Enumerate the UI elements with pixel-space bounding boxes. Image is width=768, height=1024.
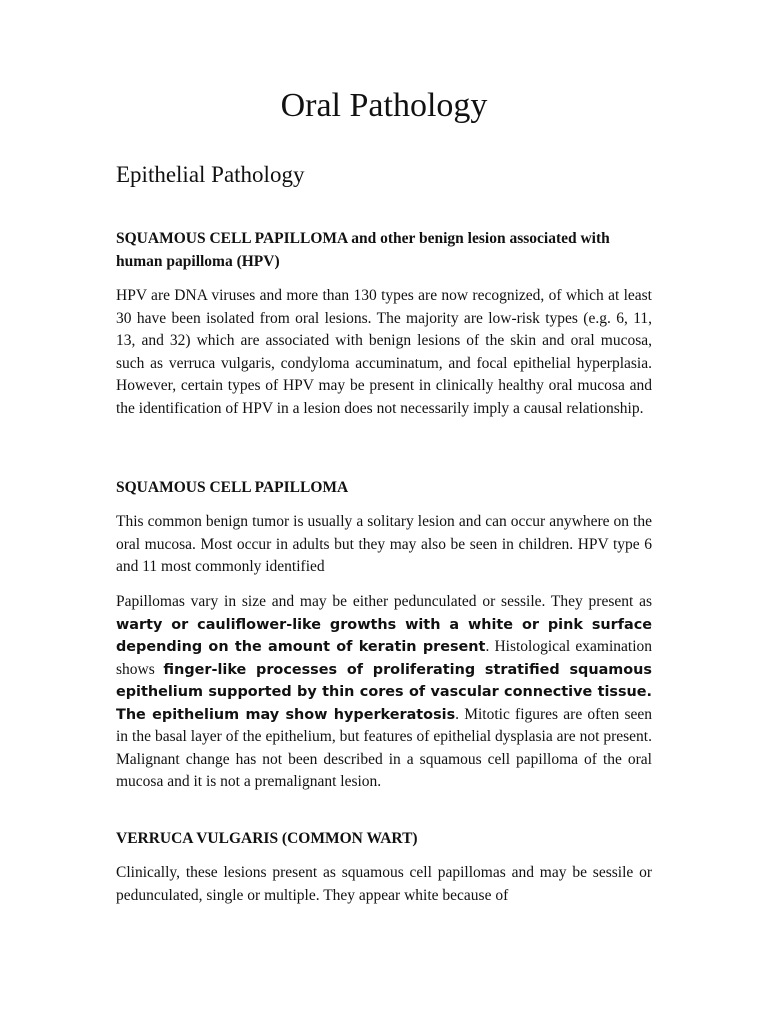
paragraph-verruca-vulgaris: Clinically, these lesions present as squamous cell papillomas and may be sessile or pedunculated, single or multiple. They appear white because of: [116, 864, 652, 904]
section-heading-verruca-vulgaris: VERRUCA VULGARIS (COMMON WART): [116, 830, 418, 847]
text-run: . Mitotic figures are often seen in the basal layer of the epithelium, but features of epithelial dysplasia are not present. Malignant change has not been described in a squamous cell papilloma of the oral mucosa and it is not a premalignant lesion.: [116, 705, 652, 790]
paragraph-papilloma-intro: This common benign tumor is usually a solitary lesion and can occur anywhere on the oral mucosa. Most occur in adults but they may also be seen in children. HPV type 6 and 11 most commonly identified: [116, 513, 652, 575]
document-subtitle: Epithelial Pathology: [116, 162, 305, 187]
document-title: Oral Pathology: [280, 87, 488, 124]
section-heading-hpv: SQUAMOUS CELL PAPILLOMA and other benign lesion associated with human papilloma (HPV): [116, 230, 610, 270]
emphasis-text: finger-like processes of proliferating stratified squamous epithelium supported by thin cores of vascular connective tissue. The epithelium may show hyperkeratosis: [116, 661, 652, 723]
text-run: . Histological examination shows: [116, 638, 653, 678]
emphasis-text: warty or cauliflower-like growths with a white or pink surface depending on the amount of keratin present: [116, 616, 652, 655]
paragraph-papilloma-description: [116, 591, 652, 794]
text-run: Papillomas vary in size and may be either pedunculated or sessile. They present as: [116, 593, 652, 610]
paragraph-hpv: HPV are DNA viruses and more than 130 types are now recognized, of which at least 30 have been isolated from oral lesions. The majority are low-risk types (e.g. 6, 11, 13, and 32) which are associated with benign lesions of the skin and oral mucosa, such as verruca vulgaris, condyloma accuminatum, and focal epithelial hyperplasia. However, certain types of HPV may be present in clinically healthy oral mucosa and the identification of HPV in a lesion does not necessarily imply a causal relationship.: [116, 287, 652, 417]
section-heading-squamous-cell-papilloma: SQUAMOUS CELL PAPILLOMA: [116, 479, 349, 496]
